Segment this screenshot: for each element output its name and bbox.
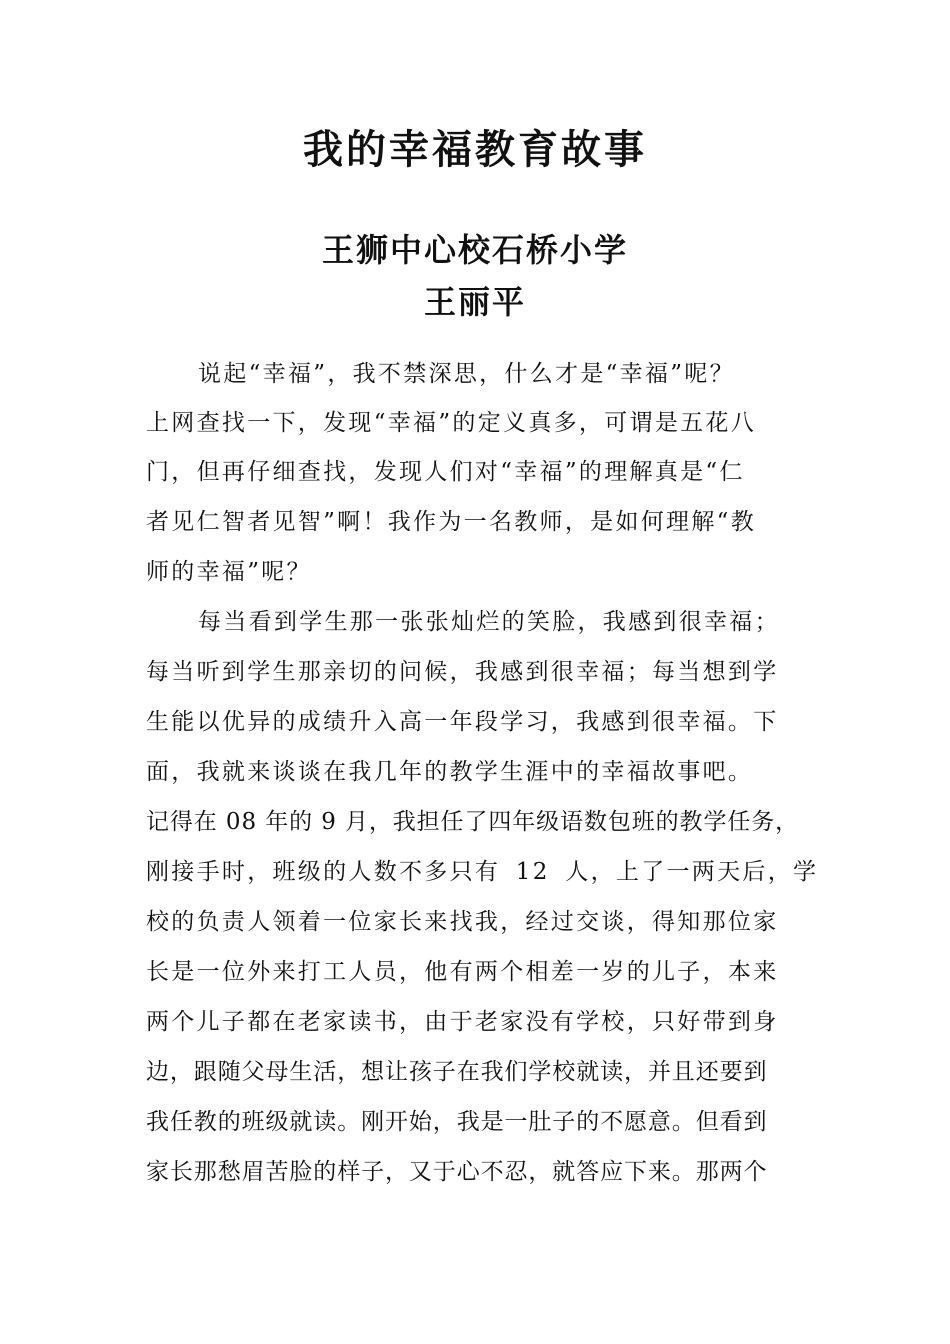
paragraph-line: 生能以优异的成绩升入高一年段学习，我感到很幸福。下: [146, 709, 779, 735]
paragraph-line: 面，我就来谈谈在我几年的教学生涯中的幸福故事吧。: [146, 759, 754, 785]
document-title: 我的幸福教育故事: [303, 126, 647, 173]
paragraph-line: 说起“幸福”，我不禁深思，什么才是“幸福”呢？: [198, 361, 735, 387]
paragraph-line: 校的负责人领着一位家长来找我，经过交谈，得知那位家: [146, 909, 779, 935]
paragraph-line: 我任教的班级就读。刚开始，我是一肚子的不愿意。但看到: [146, 1109, 768, 1135]
paragraph-line: 边，跟随父母生活，想让孩子在我们学校就读，并且还要到: [146, 1059, 768, 1085]
paragraph-line: 刚接手时，班级的人数不多只有 12 人，上了一两天后，学: [146, 859, 819, 885]
paragraph-line: 者见仁智者见智”啊！我作为一名教师，是如何理解“教: [146, 509, 757, 535]
school-name: 王狮中心校石桥小学: [321, 231, 628, 269]
paragraph-line: 师的幸福”呢？: [146, 559, 312, 585]
author-name: 王丽平: [423, 283, 526, 321]
paragraph-line: 家长那愁眉苦脸的样子，又于心不忍，就答应下来。那两个: [146, 1159, 768, 1185]
paragraph-line: 两个儿子都在老家读书，由于老家没有学校，只好带到身: [146, 1009, 779, 1035]
paragraph-line: 上网查找一下，发现“幸福”的定义真多，可谓是五花八: [146, 410, 757, 436]
paragraph-line: 每当看到学生那一张张灿烂的笑脸，我感到很幸福；: [198, 609, 780, 635]
paragraph-line: 每当听到学生那亲切的问候，我感到很幸福；每当想到学: [146, 659, 779, 685]
paragraph-line: 门，但再仔细查找，发现人们对“幸福”的理解真是“仁: [146, 459, 745, 485]
paragraph-line: 长是一位外来打工人员，他有两个相差一岁的儿子，本来: [146, 959, 779, 985]
paragraph-line: 记得在 08 年的 9 月，我担任了四年级语数包班的教学任务，: [146, 809, 800, 835]
